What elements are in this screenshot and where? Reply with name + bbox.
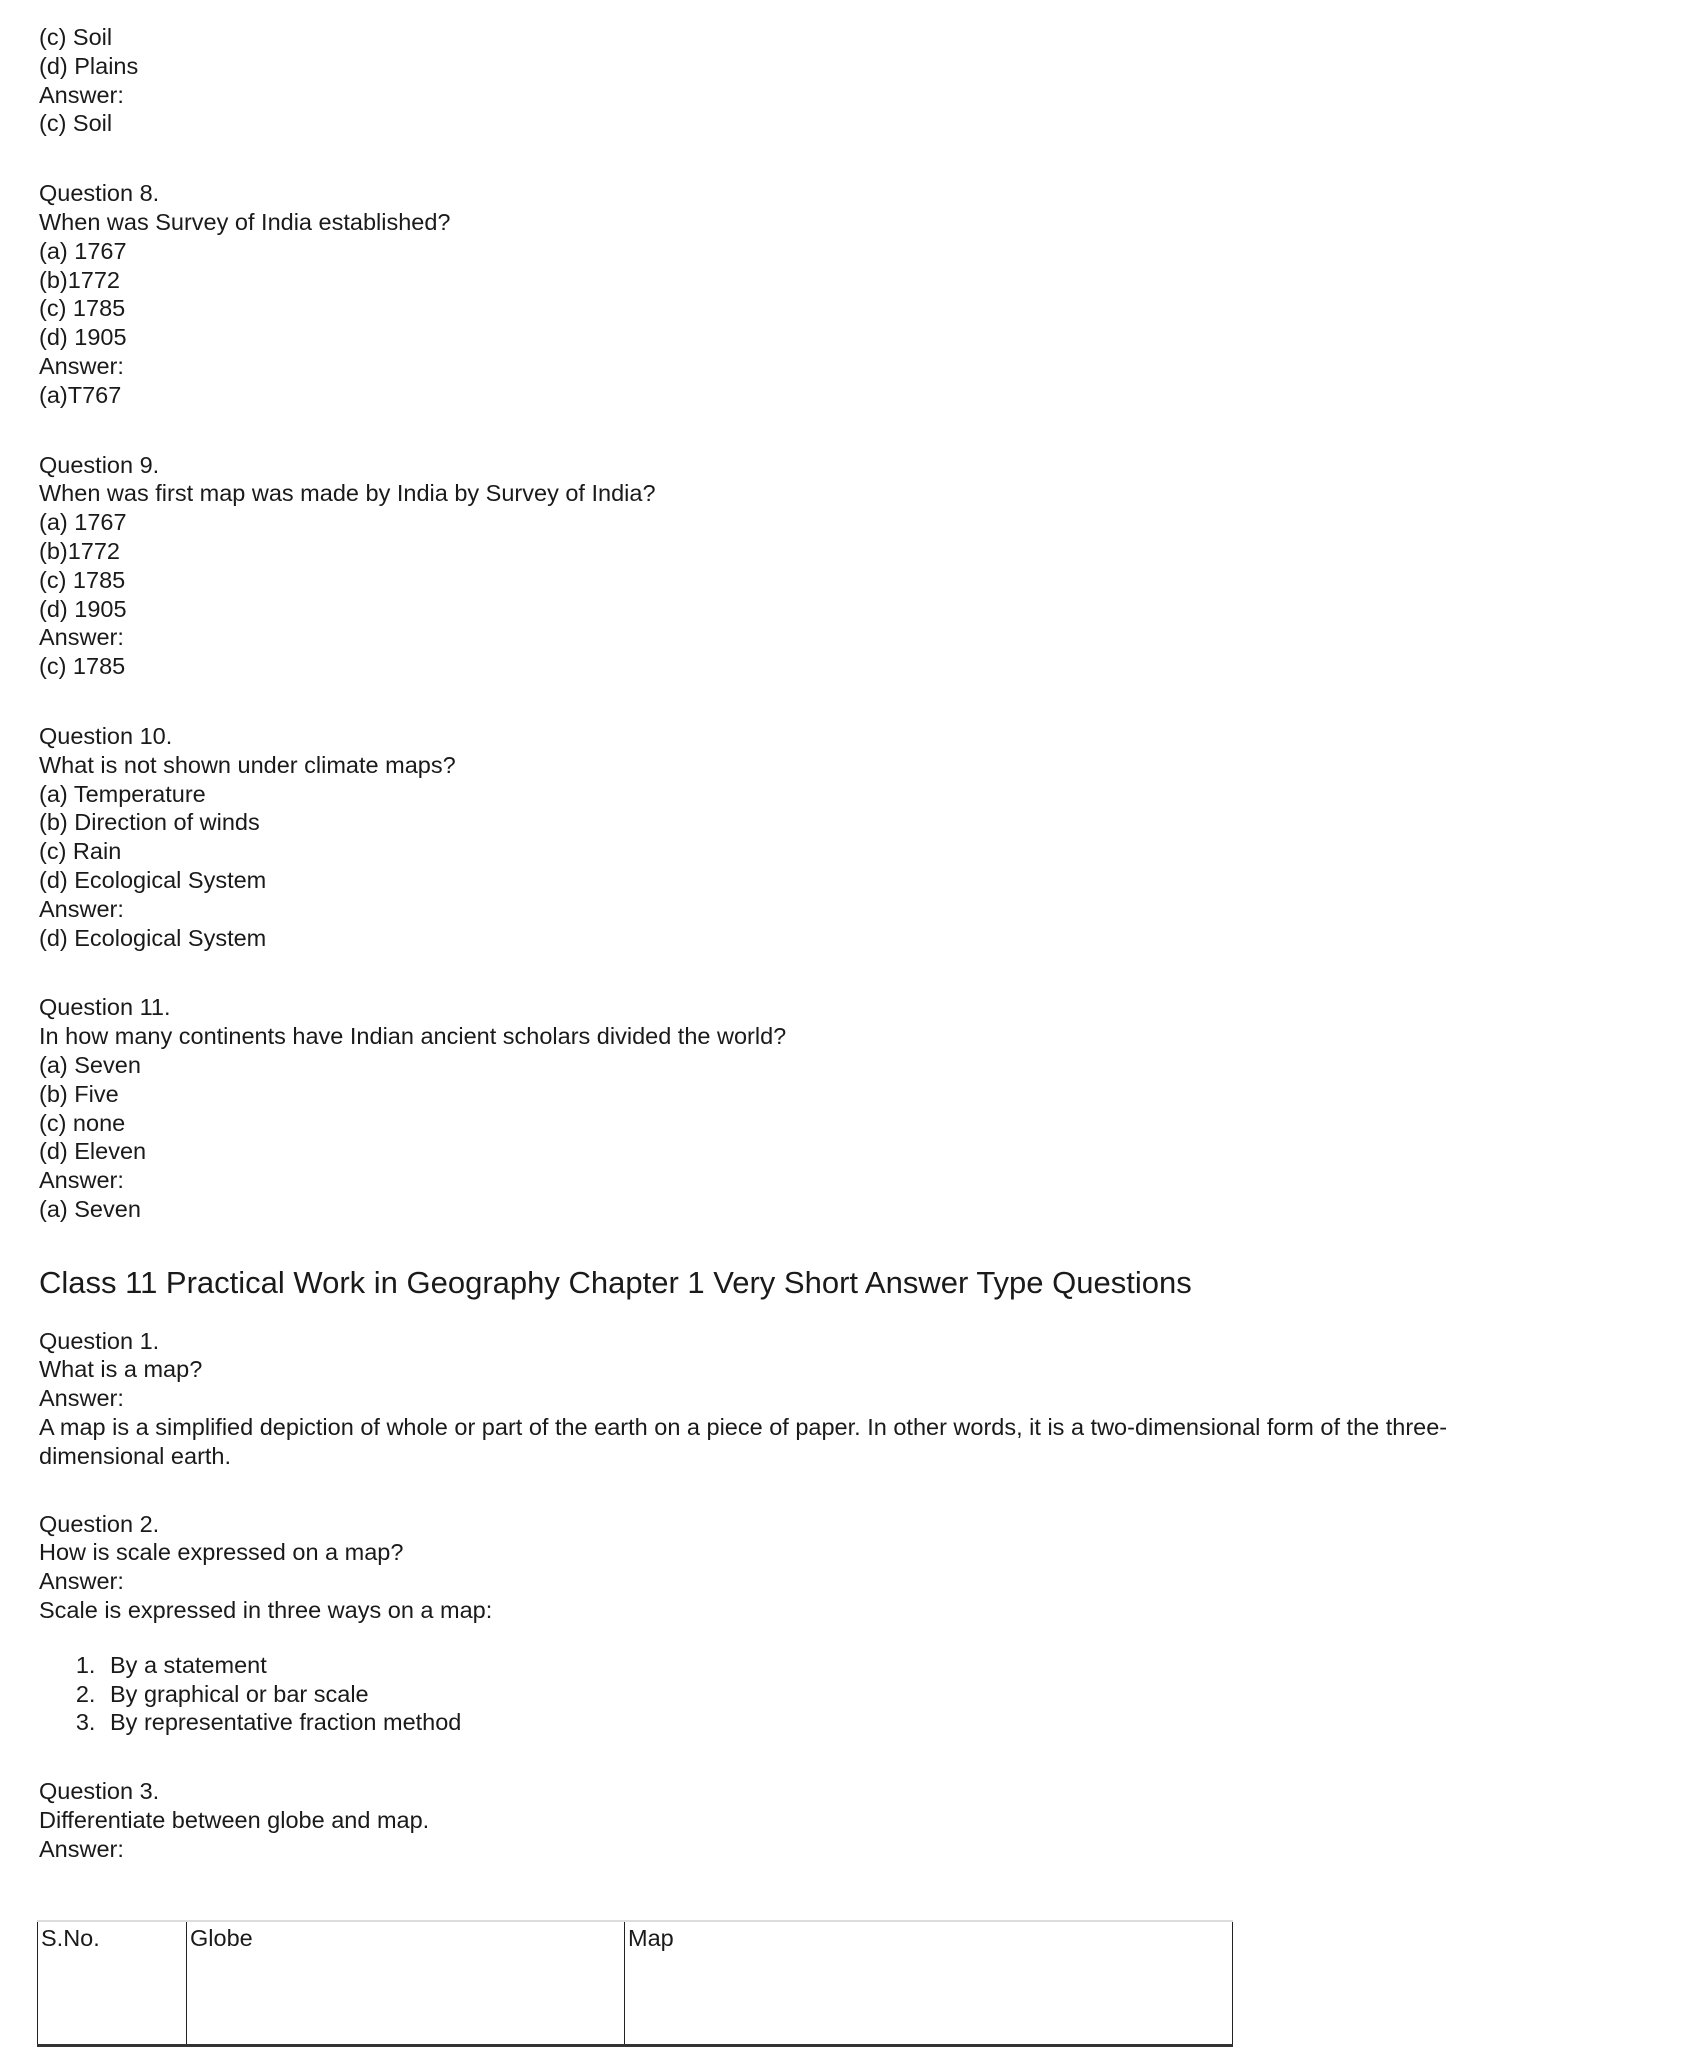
option: (a) Seven: [39, 1051, 141, 1078]
answer-text: A map is a simplified depiction of whole or part of the earth on a piece of paper. In other words, it is a two-dimensional form of the three-dimensional earth.: [39, 1414, 1448, 1469]
vsa-question-3: [39, 1777, 1559, 1863]
question-title: Question 3.: [39, 1778, 160, 1805]
option: (b) Five: [39, 1080, 119, 1107]
option: (b) Direction of winds: [39, 809, 260, 836]
question-text: When was Survey of India established?: [39, 208, 451, 235]
option: (c) Rain: [39, 838, 122, 865]
answer: (d) Ecological System: [39, 924, 267, 951]
option: (d) Ecological System: [39, 866, 267, 893]
mcq-question: [39, 451, 1559, 681]
answer-text: Scale is expressed in three ways on a map:: [39, 1597, 493, 1624]
vsa-question-2: [39, 1510, 1559, 1625]
question-text: Differentiate between globe and map.: [39, 1807, 430, 1834]
mcq-question: [39, 722, 1559, 952]
option: (c) 1785: [39, 566, 126, 593]
globe-vs-map-table: [37, 1920, 1233, 2047]
table-row: [38, 1921, 1233, 2046]
mcq-question: [39, 179, 1559, 409]
option: (c) 1785: [39, 295, 126, 322]
question-title: Question 8.: [39, 180, 160, 207]
question-text: How is scale expressed on a map?: [39, 1539, 404, 1566]
answer-label: Answer:: [39, 895, 124, 922]
answer: (a) Seven: [39, 1195, 141, 1222]
question-7-tail: [39, 23, 1559, 138]
section-heading: Class 11 Practical Work in Geography Chapter 1 Very Short Answer Type Questions: [39, 1264, 1192, 1300]
answer-label: Answer:: [39, 81, 124, 108]
option: (d) 1905: [39, 324, 127, 351]
list-item: 1. By a statement: [102, 1651, 1559, 1680]
answer-label: Answer:: [39, 1385, 124, 1412]
table-header-sno: S.No.: [38, 1921, 187, 2046]
answer: (c) 1785: [39, 653, 126, 680]
option: (a) 1767: [39, 509, 127, 536]
option: (d) Plains: [39, 52, 139, 79]
answer-label: Answer:: [39, 1167, 124, 1194]
document-body: [39, 23, 1559, 1864]
option: (a) Temperature: [39, 780, 206, 807]
answer: (c) Soil: [39, 110, 113, 137]
answer: (a)T767: [39, 381, 122, 408]
question-title: Question 2.: [39, 1510, 160, 1537]
option: (d) 1905: [39, 595, 127, 622]
question-title: Question 9.: [39, 451, 160, 478]
table-header-map: Map: [625, 1921, 1233, 2046]
question-text: In how many continents have Indian ancient scholars divided the world?: [39, 1023, 787, 1050]
question-title: Question 11.: [39, 994, 171, 1021]
mcq-question: [39, 993, 1559, 1223]
question-text: What is not shown under climate maps?: [39, 751, 456, 778]
option: (d) Eleven: [39, 1138, 147, 1165]
question-text: When was first map was made by India by Survey of India?: [39, 480, 656, 507]
vsa-question-1: [39, 1327, 1559, 1471]
scale-methods-list: [39, 1651, 1559, 1737]
list-item: 3. By representative fraction method: [102, 1708, 1559, 1737]
option: (c) none: [39, 1109, 126, 1136]
option: (a) 1767: [39, 237, 127, 264]
answer-label: Answer:: [39, 1568, 124, 1595]
table-header-globe: Globe: [187, 1921, 625, 2046]
answer-label: Answer:: [39, 624, 124, 651]
question-title: Question 1.: [39, 1327, 160, 1354]
option: (b)1772: [39, 537, 120, 564]
list-item: 2. By graphical or bar scale: [102, 1680, 1559, 1709]
question-text: What is a map?: [39, 1356, 203, 1383]
option: (c) Soil: [39, 24, 113, 50]
answer-label: Answer:: [39, 352, 124, 379]
answer-label: Answer:: [39, 1835, 124, 1862]
option: (b)1772: [39, 266, 120, 293]
question-title: Question 10.: [39, 722, 173, 749]
